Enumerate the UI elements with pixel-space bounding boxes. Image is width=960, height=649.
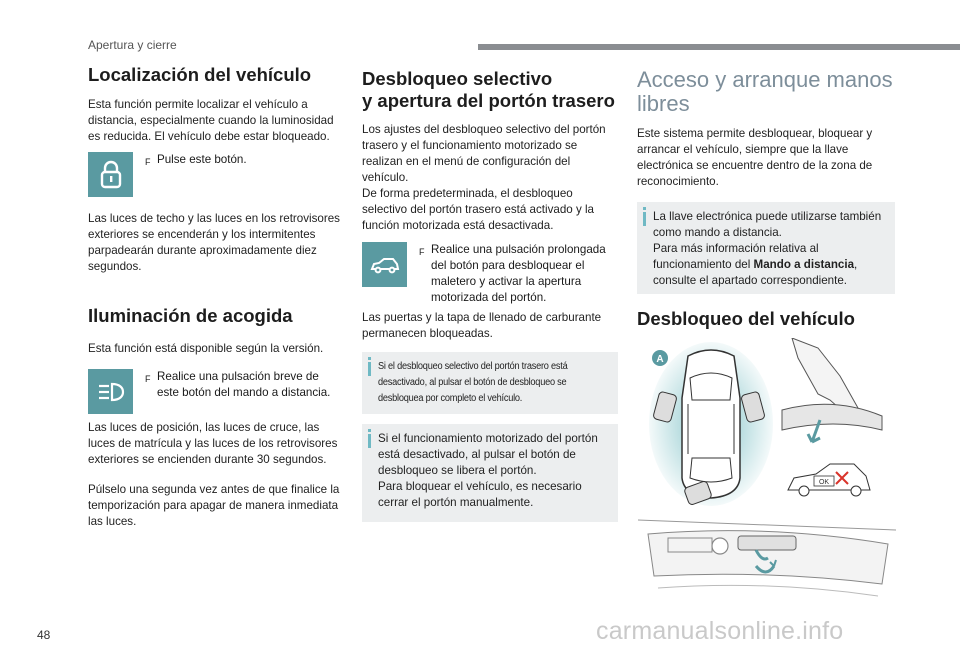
paragraph-puertas: Las puertas y la tapa de llenado de carburante permanecen bloqueadas. [362,311,602,340]
step-locate [88,152,343,197]
info-box-selective [362,352,618,414]
bullet-marker: F [419,247,425,257]
paragraph-localizacion: Esta función permite localizar el vehículo a distancia, especialmente cuando la luminosidad es reducida. El vehículo debe estar bloqueado. [88,98,334,143]
title-iluminacion: Iluminación de acogida [88,305,293,326]
illustration-hand-handle [778,338,890,510]
info-selective-text: Si el desbloqueo selectivo del portón trasero está desactivado, al pulsar el botón de desbloqueo se desbloquea por completo el vehículo. [378,361,568,404]
column-middle [362,60,618,522]
section-header: Apertura y cierre [88,38,177,52]
info-box-key [637,202,895,294]
header-bar [478,44,960,50]
step-lighting [88,369,343,414]
title-line-2: y apertura del portón trasero [362,90,615,111]
title-line-1: Desbloqueo selectivo [362,68,553,89]
paragraph-posicion: Las luces de posición, las luces de cruce, las luces de matrícula y las luces de los retrovisores exteriores se encienden durante 30 segundos. [88,421,338,466]
info-motorized-text-1: Si el funcionamiento motorizado del portón está desactivado, al pulsar el botón de desbloqueo se libera el portón. [378,432,598,477]
title-manos-libres [637,68,895,116]
title-line-2: libres [637,91,690,116]
paragraph-version: Esta función está disponible según la versión. [88,342,324,355]
info-key-text-2: Para más información relativa al funcionamiento del Mando a distancia, consulte el apartado correspondiente. [653,242,858,287]
paragraph-ajustes: Los ajustes del desbloqueo selectivo del portón trasero y el funcionamiento motorizado se realizan en el menú de configuración del vehículo. [362,123,606,184]
title-desbloqueo-vehiculo: Desbloqueo del vehículo [637,308,855,329]
title-desbloqueo-selectivo [362,68,618,112]
info-motorized-text-2: Para bloquear el vehículo, es necesario cerrar el portón manualmente. [378,480,582,509]
paragraph-segunda-vez: Púlselo una segunda vez antes de que finalice la temporización para apagar de manera inmediata las luces. [88,483,340,528]
label-a: A [656,354,664,365]
step-tailgate [362,242,618,306]
bullet-marker: F [145,157,151,167]
paragraph-luces: Las luces de techo y las luces en los retrovisores exteriores se encenderán y los intermitentes parpadearán durante aproximadamente diez segundos. [88,212,340,273]
step-tailgate-text: Realice una pulsación prolongada del botón para desbloquear el maletero y activar la apertura motorizada del portón. [431,243,606,304]
step-locate-text: Pulse este botón. [157,153,247,166]
paragraph-predeterminada: De forma predeterminada, el desbloqueo selectivo del portón trasero está activado y la función motorizada está desactivada. [362,187,594,232]
watermark: carmanualsonline.info [596,617,844,645]
remote-control-reference: Mando a distancia [753,258,855,271]
title-line-1: Acceso y arranque manos [637,67,893,92]
illustration-tailgate-button [638,514,896,614]
label-ok: OK [818,479,830,486]
page-number: 48 [37,628,51,642]
lock-button-icon [88,152,133,197]
step-lighting-text: Realice una pulsación breve de este botón del mando a distancia. [157,370,331,399]
title-localizacion: Localización del vehículo [88,64,312,85]
car-trunk-button-icon [362,242,407,287]
info-box-motorized [362,424,618,522]
headlight-button-icon [88,369,133,414]
info-key-text-1: La llave electrónica puede utilizarse también como mando a distancia. [653,210,882,239]
bullet-marker: F [145,374,151,384]
column-left [88,60,343,530]
illustration-detection-zone [648,338,774,510]
paragraph-sistema: Este sistema permite desbloquear, bloquear y arrancar el vehículo, siempre que la llave electrónica se encuentre dentro de la zona de reconocimiento. [637,127,873,188]
column-right [637,60,895,330]
